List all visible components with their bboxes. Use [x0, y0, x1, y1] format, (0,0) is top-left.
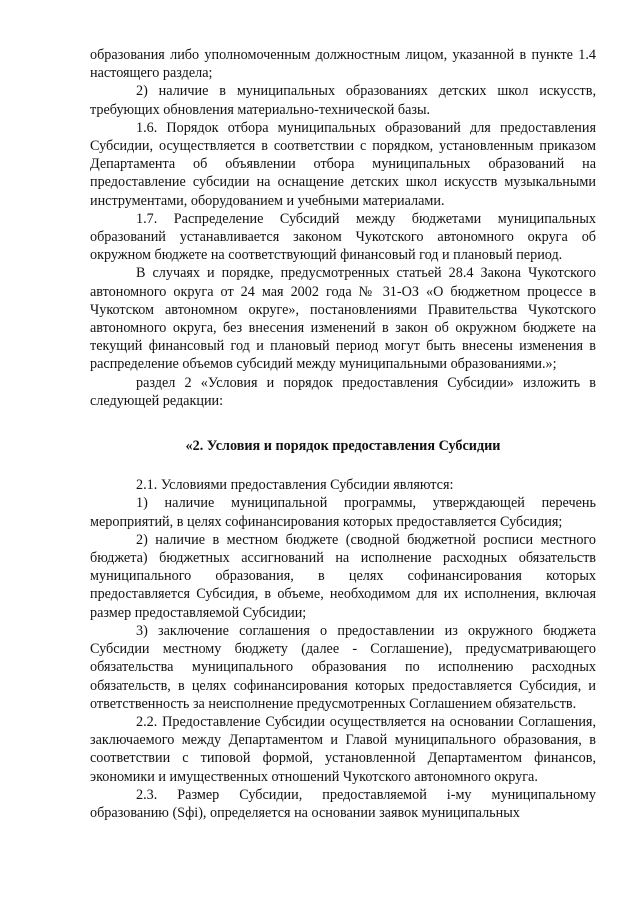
- paragraph: 2) наличие в муниципальных образованиях детских школ искусств, требующих обновления материально-технической базы.: [90, 83, 596, 118]
- paragraphs-part2: [90, 476, 596, 822]
- paragraph: образования либо уполномоченным должностным лицом, указанной в пункте 1.4 настоящего раздела;: [90, 47, 596, 82]
- paragraph: 3) заключение соглашения о предоставлении из окружного бюджета Субсидии местному бюджету (далее - Соглашение), предусматривающего обязательства муниципального образования по исполнению расходных обязательств, в целях софинансирования которых предоставляется Субсидия, и ответственность за неисполнение предусмотренных Соглашением обязательств.: [90, 622, 596, 712]
- paragraph: 1.7. Распределение Субсидий между бюджетами муниципальных образований устанавливается законом Чукотского автономного округа об окружном бюджете на соответствующий финансовый год и плановый период.: [90, 210, 596, 264]
- paragraph: 1) наличие муниципальной программы, утверждающей перечень мероприятий, в целях софинансирования которых предоставляется Субсидия;: [90, 495, 596, 530]
- paragraph: В случаях и порядке, предусмотренных статьей 28.4 Закона Чукотского автономного округа от 24 мая 2002 года № 31-ОЗ «О бюджетном процессе в Чукотском автономном округе», постановлениями Правительства Чукотского автономного округа, без внесения изменений в закон об окружном бюджете на текущий финансовый год и плановый период могут быть внесены изменения в распределение объемов субсидий между муниципальными образованиями.»;: [90, 265, 596, 373]
- paragraphs-part1: [90, 46, 596, 410]
- section-heading: «2. Условия и порядок предоставления Субсидии: [185, 438, 501, 455]
- paragraph: раздел 2 «Условия и порядок предоставления Субсидии» изложить в следующей редакции:: [90, 374, 596, 409]
- paragraph: 2.3. Размер Субсидии, предоставляемой i-му муниципальному образованию (Sфi), определяется на основании заявок муниципальных: [90, 786, 596, 821]
- paragraph: 2.1. Условиями предоставления Субсидии являются:: [136, 477, 454, 494]
- paragraph: 2.2. Предоставление Субсидии осуществляется на основании Соглашения, заключаемого между Департаментом и Главой муниципального образования, в соответствии с типовой формой, установленной Департаментом финансов, экономики и имущественных отношений Чукотского автономного округа.: [90, 713, 596, 785]
- paragraph: 1.6. Порядок отбора муниципальных образований для предоставления Субсидии, осуществляется в соответствии с порядком, установленным приказом Департамента об объявлении отбора муниципальных образований на предоставление субсидии на оснащение детских школ искусств музыкальными инструментами, оборудованием и учебными материалами.: [90, 119, 596, 209]
- paragraph: 2) наличие в местном бюджете (сводной бюджетной росписи местного бюджета) бюджетных ассигнований на исполнение расходных обязательств муниципального образования, в целях софинансирования которых предоставляется Субсидия, в объеме, необходимом для их исполнения, включая размер предоставляемой Субсидии;: [90, 531, 596, 621]
